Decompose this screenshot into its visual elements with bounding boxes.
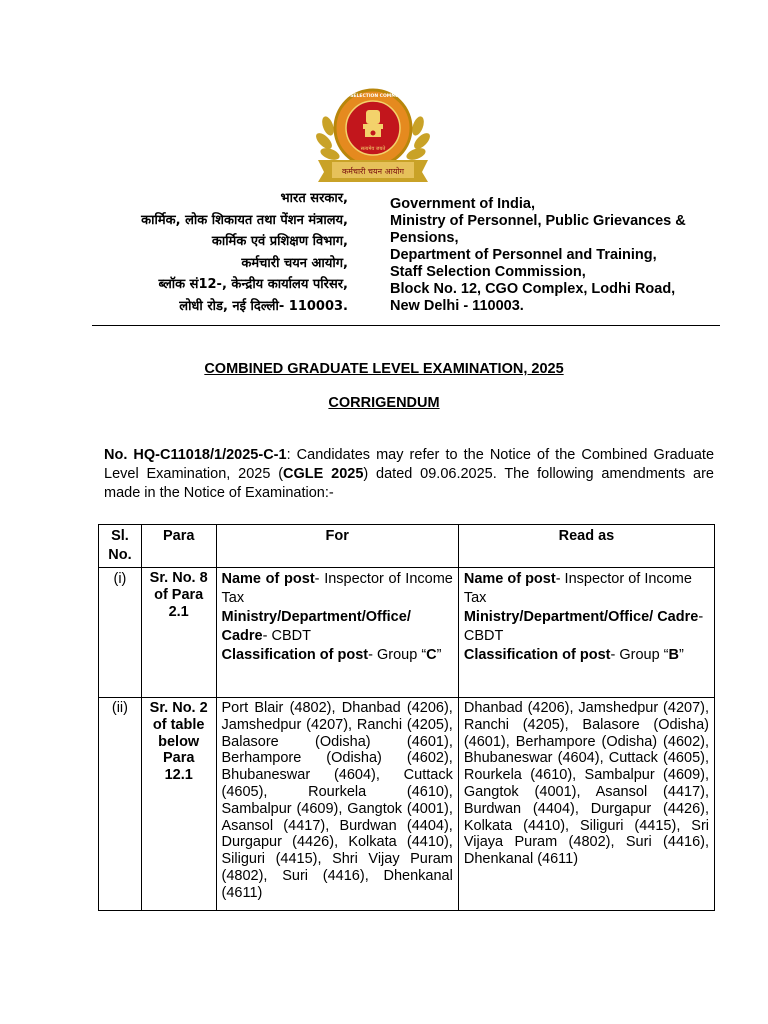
hindi-line: लोधी रोड, नई दिल्ली- 110003. <box>179 298 348 314</box>
row-sl-no: (ii) <box>99 698 142 911</box>
exam-abbreviation: CGLE 2025 <box>283 466 364 482</box>
table-row <box>99 698 715 911</box>
english-line: Ministry of Personnel, Public Grievances & Pensions, <box>390 213 686 246</box>
hindi-line: ब्लॉक सं12-, केन्द्रीय कार्यालय परिसर, <box>158 277 348 292</box>
row-para: Sr. No. 8 of Para 2.1 <box>141 568 216 698</box>
hindi-address-block <box>96 188 348 317</box>
english-line: Staff Selection Commission, <box>390 264 586 280</box>
ssc-emblem-logo <box>308 86 438 186</box>
emblem-motto-text: सत्यमेव जयते <box>360 146 386 152</box>
hindi-line: भारत सरकार, <box>280 191 348 206</box>
hindi-line: कर्मचारी चयन आयोग, <box>241 255 348 271</box>
header-for: For <box>216 525 458 568</box>
emblem-ring-text: STAFF SELECTION COMMISSION <box>333 94 413 99</box>
header-divider <box>92 325 720 326</box>
row-for-cell: Port Blair (4802), Dhanbad (4206), Jamshedpur (4207), Ranchi (4205), Balasore (Odisha) (4601), Berhampore (Odisha) (4602), Bhubaneswar (4604), Cuttack (4605), Rourkela (4610), Sambalpur (4609), Gangtok (4001), Asansol (4417), Burdwan (4404), Durgapur (4426), Kolkata (4410), Siliguri (4415), Shri Vijay Puram (4802), Suri (4416), Dhenkanal (4611) <box>216 698 458 911</box>
corrigendum-heading: CORRIGENDUM <box>328 395 440 411</box>
row-for-cell: Name of post- Inspector of Income Tax Ministry/Department/Office/ Cadre- CBDT Classification of post- Group “C” <box>216 568 458 698</box>
english-line: Block No. 12, CGO Complex, Lodhi Road, <box>390 281 676 297</box>
row-sl-no: (i) <box>99 568 142 698</box>
table-header-row <box>99 525 715 568</box>
emblem-ribbon-text: कर्मचारी चयन आयोग <box>341 167 405 176</box>
row-para: Sr. No. 2 of table below Para 12.1 <box>141 698 216 911</box>
reference-number: No. HQ-C11018/1/2025-C-1 <box>104 447 287 463</box>
intro-paragraph: No. HQ-C11018/1/2025-C-1: Candidates may refer to the Notice of the Combined Graduate Level Examination, 2025 (CGLE 2025) dated 09.06.2025. The following amendments are made in the Notice of Examination:- <box>104 447 715 501</box>
table-row <box>99 568 715 698</box>
english-line: New Delhi - 110003. <box>390 298 524 314</box>
amendments-table <box>98 524 715 911</box>
header-sl-no: Sl. No. <box>99 525 142 568</box>
english-line: Department of Personnel and Training, <box>390 247 657 263</box>
english-line: Government of India, <box>390 196 536 212</box>
header-read-as: Read as <box>458 525 714 568</box>
row-read-as-cell: Name of post- Inspector of Income Tax Ministry/Department/Office/ Cadre- CBDT Classification of post- Group “B” <box>458 568 714 698</box>
header-para: Para <box>141 525 216 568</box>
row-read-as-cell: Dhanbad (4206), Jamshedpur (4207), Ranchi (4205), Balasore (Odisha) (4601), Berhampore (Odisha) (4602), Bhubaneswar (4604), Cuttack (4605), Rourkela (4610), Sambalpur (4609), Gangtok (4001), Asansol (4417), Burdwan (4404), Durgapur (4426), Kolkata (4410), Siliguri (4415), Sri Vijaya Puram (4802), Suri (4416), Dhenkanal (4611) <box>458 698 714 911</box>
hindi-line: कार्मिक एवं प्रशिक्षण विभाग, <box>211 234 348 249</box>
exam-title: COMBINED GRADUATE LEVEL EXAMINATION, 2025 <box>204 361 564 377</box>
english-address-block <box>390 196 720 315</box>
hindi-line: कार्मिक, लोक शिकायत तथा पेंशन मंत्रालय, <box>141 212 348 228</box>
